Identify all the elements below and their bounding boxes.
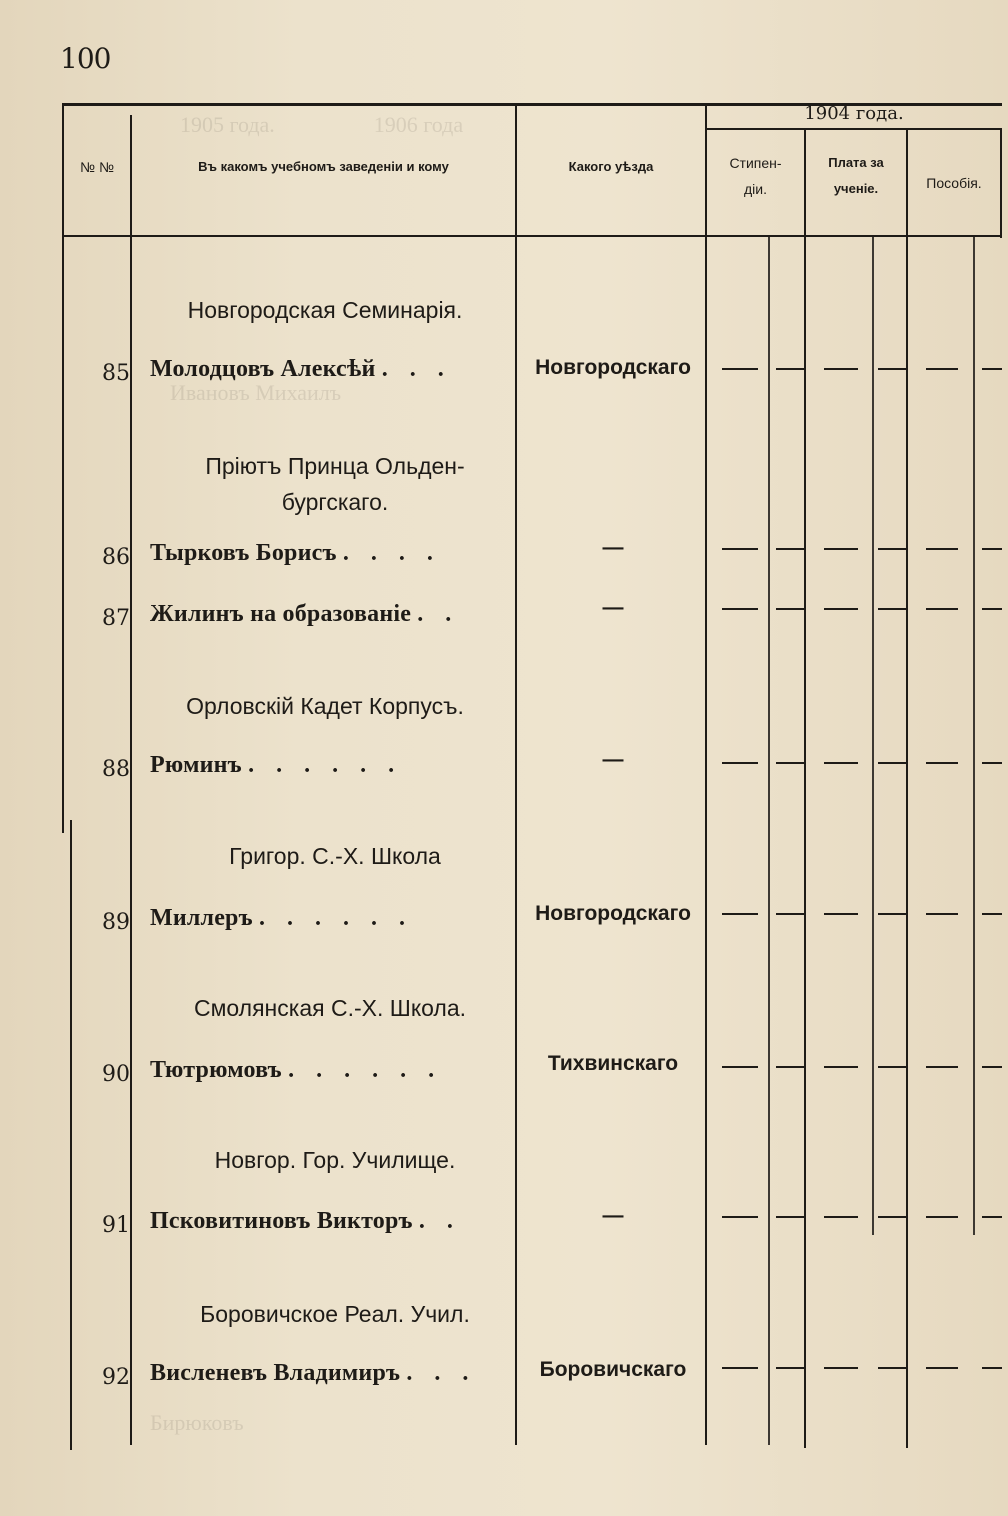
empty-value-dash bbox=[926, 1066, 958, 1068]
tuition-col-rule bbox=[906, 128, 908, 1448]
row-uezd: Новгородскаго bbox=[535, 902, 691, 925]
empty-value-dash bbox=[722, 913, 758, 915]
empty-value-dash bbox=[982, 1216, 1002, 1218]
row-uezd: — bbox=[602, 748, 624, 771]
institution-heading: Боровичское Реал. Учил. bbox=[200, 1301, 470, 1327]
row-number: 88 bbox=[102, 757, 130, 782]
empty-value-dash bbox=[878, 1367, 906, 1369]
row-uezd: Боровичскаго bbox=[539, 1358, 687, 1381]
empty-value-dash bbox=[776, 608, 804, 610]
empty-value-dash bbox=[722, 762, 758, 764]
empty-value-dash bbox=[926, 913, 958, 915]
row-number: 89 bbox=[102, 910, 130, 935]
tuition-sub-rule bbox=[872, 235, 874, 1235]
institution-heading: Новгор. Гор. Училище. bbox=[214, 1147, 456, 1173]
row-number: 92 bbox=[102, 1365, 130, 1390]
row-uezd: — bbox=[602, 596, 624, 619]
header-uezd: Какого уѣзда bbox=[568, 159, 654, 174]
document-page: 1905 года. 1906 года Ивановъ Михаилъ Бирюковъ 100 № № Въ какомъ учебномъ заведенiи и кому Какого уѣзда 1904 года. Стипен- дiи. Плата за ученiе. Пособiя. Новгородская Семинарiя. Прiютъ Принца Ольден- бургскаго. Орловскiй Кадет Корпусъ. Григор. С.-Х. Школа Смолянская С.-Х. Школа. Новгор. Гор. Училище. Боровичское Реал. Учил. 85 Молодцовъ Алексѣй . . . Новгородскаго 86 Тырковъ Борисъ . . . . — 87 Жилинъ на образованiе . . — 88 Рюминъ . . . . . . — 89 Миллеръ . . . . . . Новгородскаго 90 Тютрюмовъ . . . . . . Тихвинскаго 91 Псковитиновъ Викторъ . . — 92 Висленевъ Владимиръ . . . Боровичскаго bbox=[0, 0, 1008, 1516]
row-name: Молодцовъ Алексѣй . . . bbox=[150, 356, 452, 382]
row-name: Жилинъ на образованiе . . bbox=[150, 601, 460, 627]
empty-value-dash bbox=[776, 762, 804, 764]
row-number: 90 bbox=[102, 1062, 130, 1087]
empty-value-dash bbox=[926, 368, 958, 370]
row-uezd: — bbox=[602, 1204, 624, 1227]
empty-value-dash bbox=[926, 608, 958, 610]
row-uezd: Тихвинскаго bbox=[547, 1052, 679, 1075]
empty-value-dash bbox=[824, 548, 858, 550]
page-number: 100 bbox=[60, 42, 111, 75]
header-bottom-rule bbox=[62, 235, 1002, 237]
empty-value-dash bbox=[982, 913, 1002, 915]
empty-value-dash bbox=[982, 608, 1002, 610]
empty-value-dash bbox=[878, 548, 906, 550]
empty-value-dash bbox=[722, 548, 758, 550]
empty-value-dash bbox=[824, 608, 858, 610]
institution-col-rule bbox=[515, 105, 517, 1445]
institution-heading: Григор. С.-Х. Школа bbox=[229, 843, 441, 869]
empty-value-dash bbox=[824, 1066, 858, 1068]
empty-value-dash bbox=[824, 1367, 858, 1369]
row-name: Миллеръ . . . . . . bbox=[150, 905, 414, 931]
row-name: Тютрюмовъ . . . . . . bbox=[150, 1057, 443, 1083]
row-name: Псковитиновъ Викторъ . . bbox=[150, 1208, 461, 1234]
institution-heading: Смолянская С.-Х. Школа. bbox=[193, 995, 467, 1021]
row-number: 86 bbox=[102, 545, 130, 570]
institution-heading: Прiютъ Принца Ольден- бургскаго. bbox=[205, 453, 465, 515]
allowance-sub-rule bbox=[973, 235, 975, 1235]
empty-value-dash bbox=[824, 1216, 858, 1218]
empty-value-dash bbox=[722, 608, 758, 610]
empty-value-dash bbox=[878, 1066, 906, 1068]
row-uezd: Новгородскаго bbox=[535, 356, 691, 379]
empty-value-dash bbox=[824, 368, 858, 370]
header-stipends: Стипен- дiи. bbox=[729, 155, 782, 197]
empty-value-dash bbox=[776, 913, 804, 915]
empty-value-dash bbox=[878, 608, 906, 610]
empty-value-dash bbox=[722, 1216, 758, 1218]
uezd-col-rule bbox=[705, 105, 707, 1445]
empty-value-dash bbox=[776, 1066, 804, 1068]
institution-heading: Новгородская Семинарiя. bbox=[187, 297, 463, 323]
empty-value-dash bbox=[878, 1216, 906, 1218]
left-border bbox=[62, 103, 64, 833]
empty-value-dash bbox=[878, 762, 906, 764]
row-name: Тырковъ Борисъ . . . . bbox=[150, 540, 441, 566]
empty-value-dash bbox=[926, 1216, 958, 1218]
row-uezd: — bbox=[602, 536, 624, 559]
empty-value-dash bbox=[926, 548, 958, 550]
header-year: 1904 года. bbox=[804, 103, 904, 124]
empty-value-dash bbox=[776, 548, 804, 550]
header-num: № № bbox=[80, 159, 114, 175]
row-name: Рюминъ . . . . . . bbox=[150, 752, 403, 778]
bleed-through: 1905 года. 1906 года bbox=[180, 112, 464, 137]
left-border-lower bbox=[70, 820, 72, 1450]
header-allowance: Пособiя. bbox=[926, 175, 982, 191]
empty-value-dash bbox=[824, 913, 858, 915]
empty-value-dash bbox=[982, 1367, 1002, 1369]
empty-value-dash bbox=[982, 548, 1002, 550]
empty-value-dash bbox=[926, 1367, 958, 1369]
empty-value-dash bbox=[878, 368, 906, 370]
empty-value-dash bbox=[722, 1367, 758, 1369]
empty-value-dash bbox=[982, 1066, 1002, 1068]
stipend-sub-rule bbox=[768, 235, 770, 1445]
stipend-col-rule bbox=[804, 128, 806, 1448]
empty-value-dash bbox=[722, 1066, 758, 1068]
row-name: Висленевъ Владимиръ . . . bbox=[150, 1360, 477, 1386]
empty-value-dash bbox=[926, 762, 958, 764]
header-tuition: Плата за ученiе. bbox=[828, 155, 884, 196]
empty-value-dash bbox=[776, 1367, 804, 1369]
row-number: 87 bbox=[102, 606, 130, 631]
empty-value-dash bbox=[824, 762, 858, 764]
row-number: 85 bbox=[102, 361, 130, 386]
empty-value-dash bbox=[982, 368, 1002, 370]
empty-value-dash bbox=[776, 368, 804, 370]
num-col-rule bbox=[130, 115, 132, 1445]
row-number: 91 bbox=[102, 1213, 130, 1238]
empty-value-dash bbox=[878, 913, 906, 915]
empty-value-dash bbox=[722, 368, 758, 370]
institution-heading: Орловскiй Кадет Корпусъ. bbox=[186, 693, 464, 719]
year-rule bbox=[706, 128, 1002, 130]
empty-value-dash bbox=[776, 1216, 804, 1218]
header-institution: Въ какомъ учебномъ заведенiи и кому bbox=[198, 159, 449, 174]
empty-value-dash bbox=[982, 762, 1002, 764]
